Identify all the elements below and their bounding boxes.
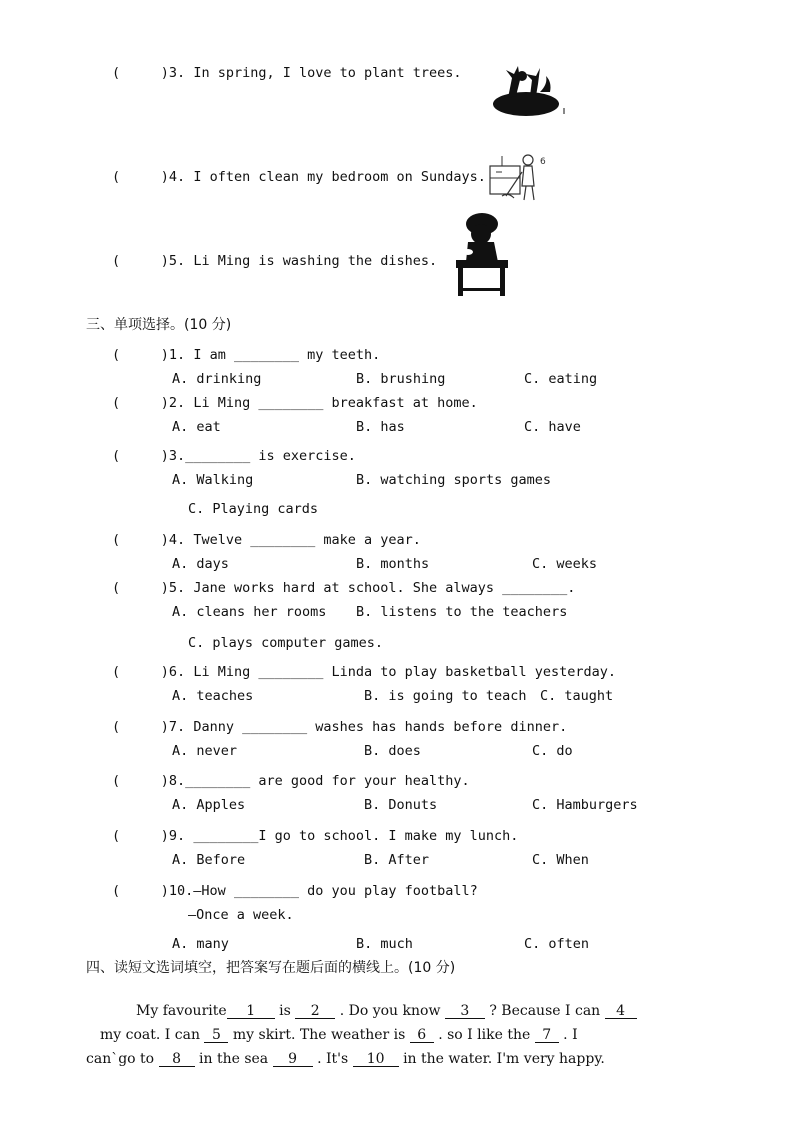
option-a[interactable]: A. cleans her rooms bbox=[172, 604, 327, 620]
option-b[interactable]: B. is going to teach bbox=[364, 688, 527, 704]
passage-line-2: my coat. I can 5 my skirt. The weather is 6 . so I like the 7 . I bbox=[100, 1027, 578, 1043]
question-3[interactable]: ( )3.________ is exercise. bbox=[112, 448, 356, 464]
blank-1[interactable]: 1 bbox=[227, 1004, 275, 1019]
paren-3[interactable]: ( )3. In spring, I love to plant trees. bbox=[112, 65, 462, 81]
paren-5[interactable]: ( )5. Li Ming is washing the dishes. bbox=[112, 253, 438, 269]
option-b[interactable]: B. After bbox=[364, 852, 430, 868]
blank-5[interactable]: 5 bbox=[204, 1028, 228, 1043]
blank-10[interactable]: 10 bbox=[353, 1052, 399, 1067]
option-c[interactable]: C. taught bbox=[540, 688, 614, 704]
item-text: Li Ming is washing the dishes. bbox=[193, 253, 438, 269]
item-text: I often clean my bedroom on Sundays. bbox=[193, 169, 486, 185]
option-b[interactable]: B. months bbox=[356, 556, 430, 572]
question-9[interactable]: ( )9. ________I go to school. I make my lunch. bbox=[112, 828, 519, 844]
item-number: )3. bbox=[160, 65, 186, 81]
question-1[interactable]: ( )1. I am ________ my teeth. bbox=[112, 347, 381, 363]
option-a[interactable]: A. drinking bbox=[172, 371, 262, 387]
paren-4[interactable]: ( )4. I often clean my bedroom on Sundays. bbox=[112, 169, 486, 185]
option-a[interactable]: A. Apples bbox=[172, 797, 246, 813]
question-5[interactable]: ( )5. Jane works hard at school. She always ________. bbox=[112, 580, 576, 596]
blank-9[interactable]: 9 bbox=[273, 1052, 313, 1067]
option-b[interactable]: B. watching sports games bbox=[356, 472, 552, 488]
item-number: )4. bbox=[160, 169, 186, 185]
section3-heading: 三、单项选择。(10 分) bbox=[86, 317, 232, 333]
washing-dishes-icon bbox=[454, 208, 512, 298]
blank-3[interactable]: 3 bbox=[445, 1004, 485, 1019]
blank-6[interactable]: 6 bbox=[410, 1028, 434, 1043]
passage-line-3: can`go to 8 in the sea 9 . It's 10 in the water. I'm very happy. bbox=[86, 1051, 605, 1067]
question-10[interactable]: ( )10.—How ________ do you play football? bbox=[112, 883, 478, 899]
question-4[interactable]: ( )4. Twelve ________ make a year. bbox=[112, 532, 421, 548]
option-a[interactable]: A. Walking bbox=[172, 472, 254, 488]
option-c[interactable]: C. often bbox=[524, 936, 590, 952]
blank-2[interactable]: 2 bbox=[295, 1004, 335, 1019]
option-c[interactable]: C. plays computer games. bbox=[188, 635, 384, 651]
option-c[interactable]: C. Playing cards bbox=[188, 501, 319, 517]
option-b[interactable]: B. does bbox=[364, 743, 421, 759]
option-c[interactable]: C. When bbox=[532, 852, 589, 868]
option-b[interactable]: B. much bbox=[356, 936, 413, 952]
passage-line-1: My favourite 1 is 2 . Do you know 3 ? Because I can 4 bbox=[136, 984, 637, 1020]
option-a[interactable]: A. eat bbox=[172, 419, 221, 435]
option-b[interactable]: B. has bbox=[356, 419, 405, 435]
option-a[interactable]: A. many bbox=[172, 936, 229, 952]
item-number: )5. bbox=[160, 253, 186, 269]
question-10-answer-line: —Once a week. bbox=[188, 907, 294, 923]
tree-planting-icon bbox=[490, 58, 568, 120]
question-2[interactable]: ( )2. Li Ming ________ breakfast at home. bbox=[112, 395, 478, 411]
option-a[interactable]: A. teaches bbox=[172, 688, 254, 704]
svg-text:6: 6 bbox=[540, 157, 546, 167]
option-c[interactable]: C. do bbox=[532, 743, 573, 759]
blank-8[interactable]: 8 bbox=[159, 1052, 195, 1067]
question-6[interactable]: ( )6. Li Ming ________ Linda to play basketball yesterday. bbox=[112, 664, 616, 680]
question-8[interactable]: ( )8.________ are good for your healthy. bbox=[112, 773, 470, 789]
blank-4[interactable]: 4 bbox=[605, 1004, 637, 1019]
option-b[interactable]: B. Donuts bbox=[364, 797, 438, 813]
option-c[interactable]: C. have bbox=[524, 419, 581, 435]
cleaning-room-icon bbox=[488, 152, 554, 204]
option-c[interactable]: C. Hamburgers bbox=[532, 797, 638, 813]
blank-7[interactable]: 7 bbox=[535, 1028, 559, 1043]
option-b[interactable]: B. brushing bbox=[356, 371, 446, 387]
option-b[interactable]: B. listens to the teachers bbox=[356, 604, 568, 620]
option-c[interactable]: C. weeks bbox=[532, 556, 598, 572]
section4-heading: 四、读短文选词填空，把答案写在题后面的横线上。(10 分) bbox=[86, 960, 456, 976]
item-text: In spring, I love to plant trees. bbox=[193, 65, 462, 81]
option-a[interactable]: A. never bbox=[172, 743, 238, 759]
option-a[interactable]: A. Before bbox=[172, 852, 246, 868]
option-a[interactable]: A. days bbox=[172, 556, 229, 572]
question-7[interactable]: ( )7. Danny ________ washes has hands before dinner. bbox=[112, 719, 568, 735]
option-c[interactable]: C. eating bbox=[524, 371, 598, 387]
